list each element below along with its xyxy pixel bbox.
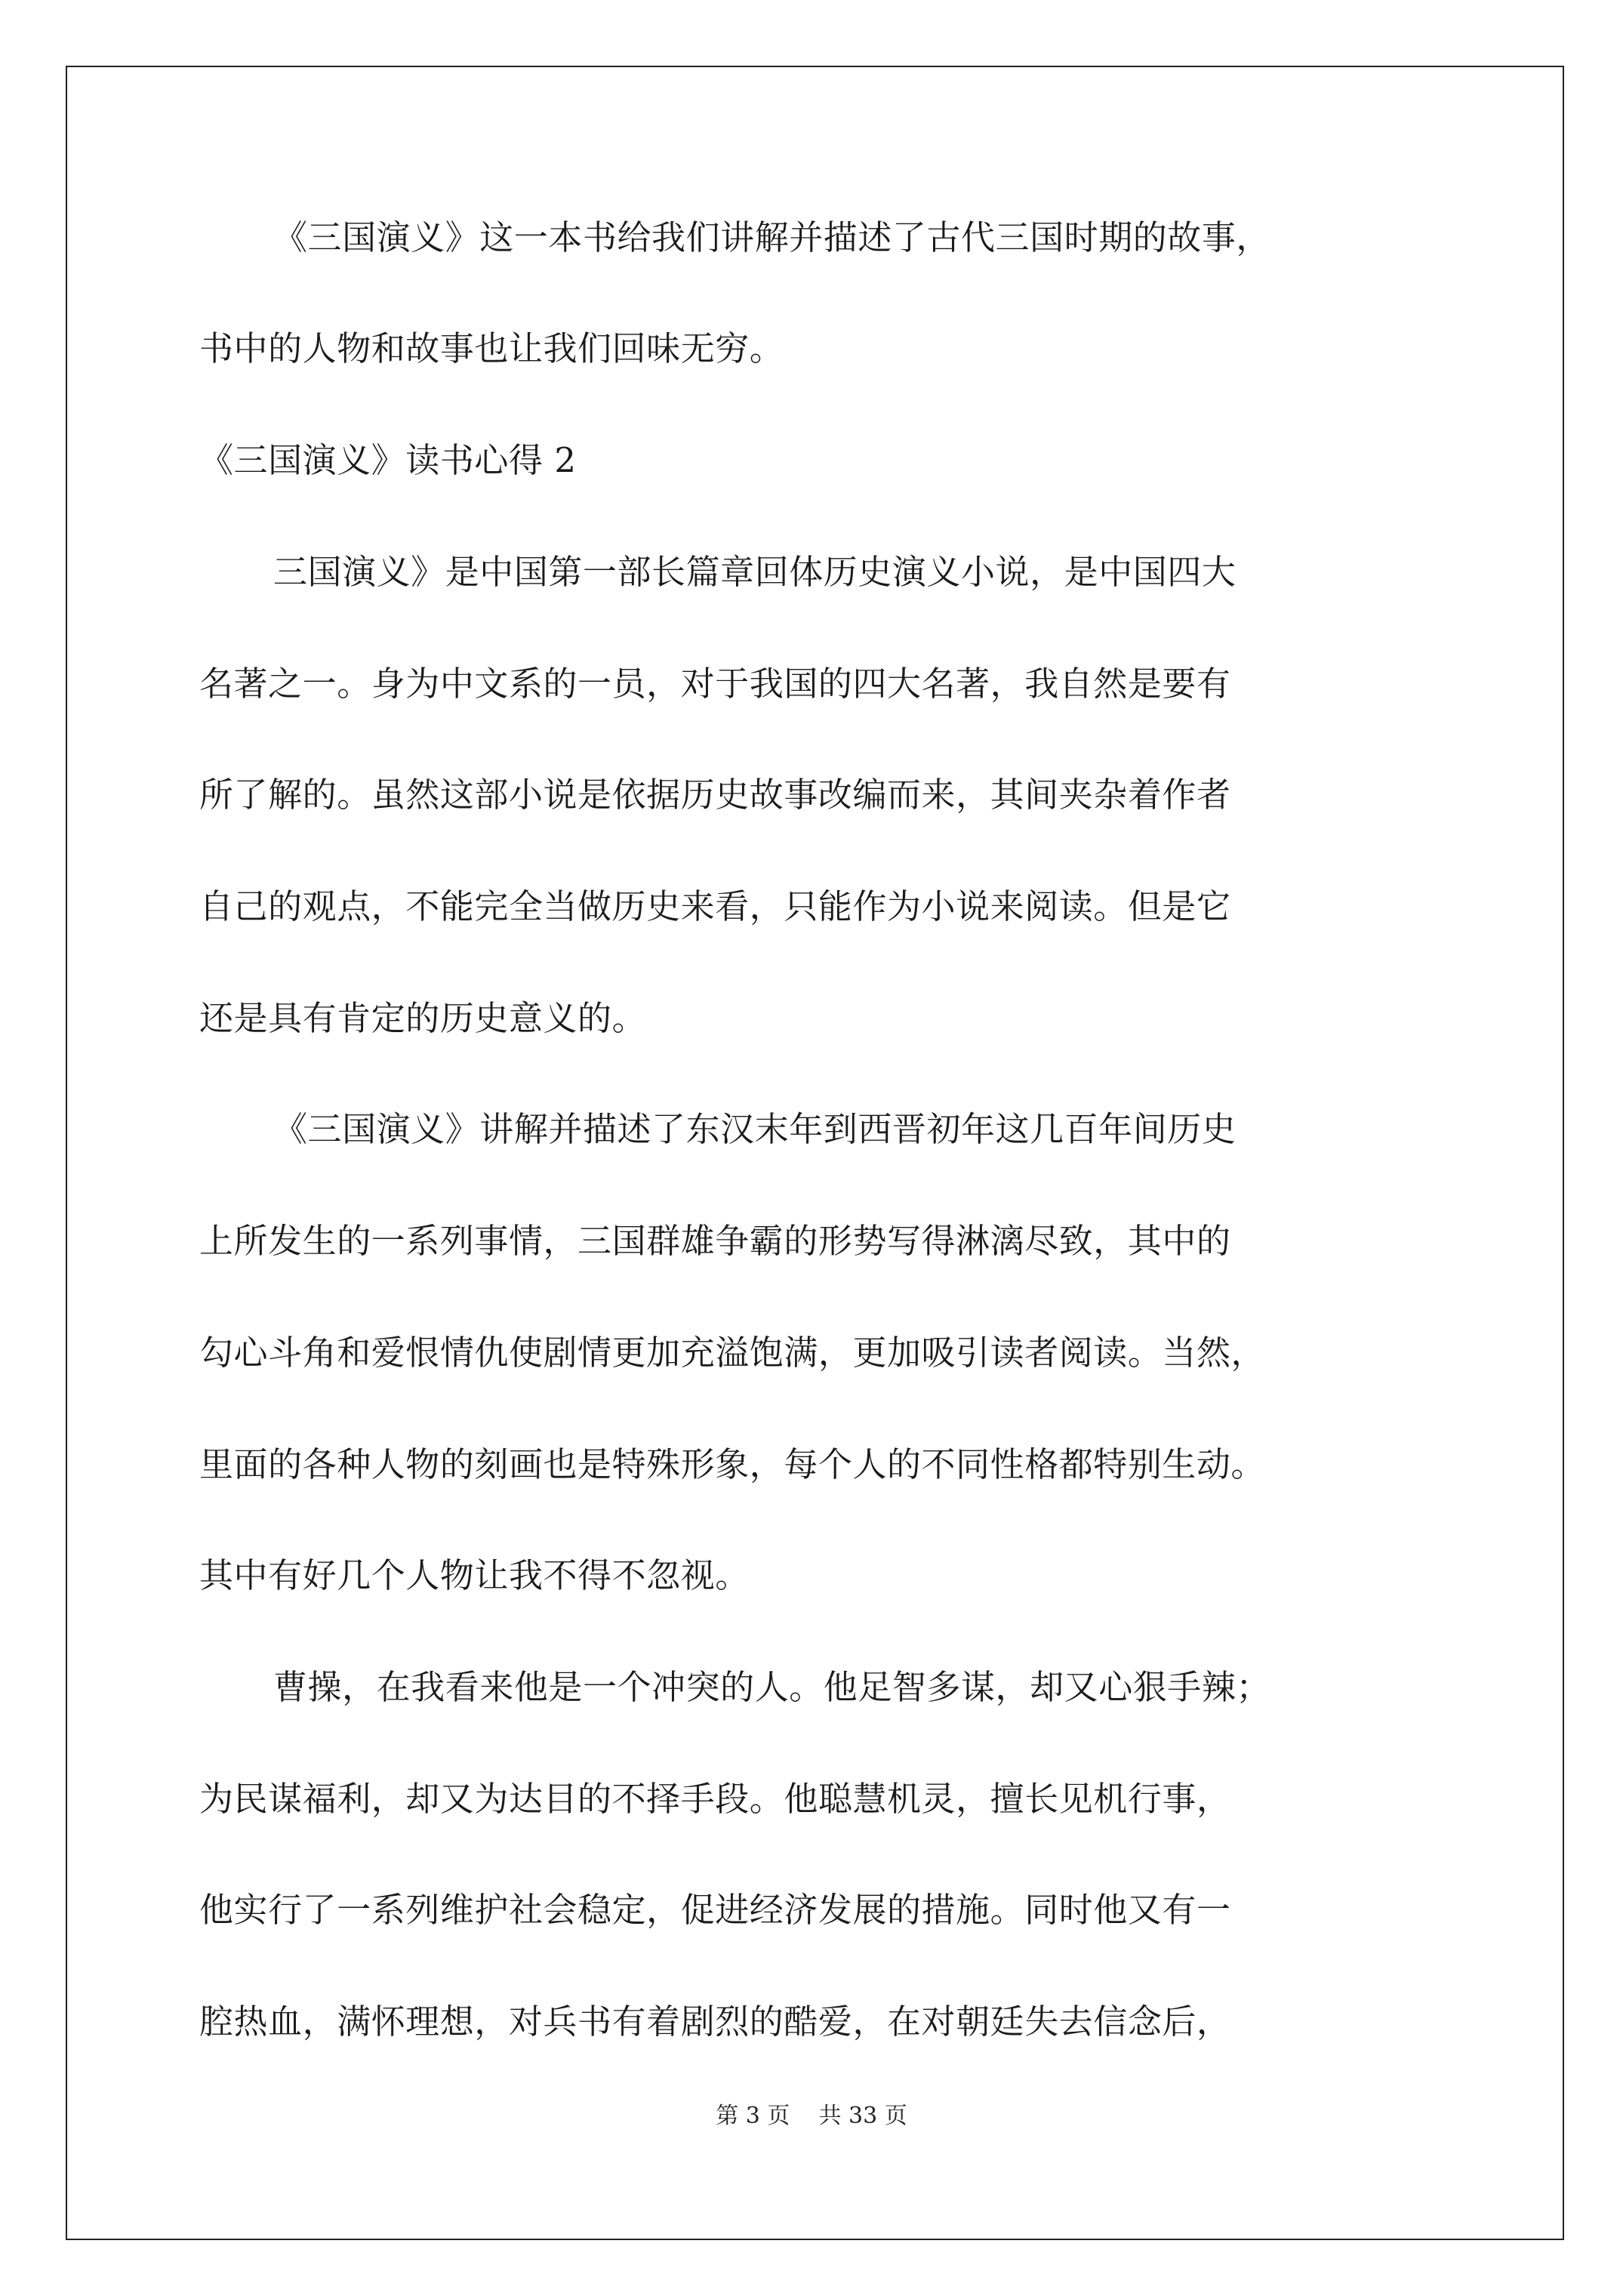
paragraph-3-line-2: 上所发生的一系列事情，三国群雄争霸的形势写得淋漓尽致，其中的: [199, 1221, 1231, 1261]
paragraph-2-line-4: 自己的观点，不能完全当做历史来看，只能作为小说来阅读。但是它: [199, 886, 1231, 926]
paragraph-2-line-1: 三国演义》是中国第一部长篇章回体历史演义小说，是中国四大: [273, 552, 1236, 592]
paragraph-1-line-1: 《三国演义》这一本书给我们讲解并描述了古代三国时期的故事，: [273, 217, 1270, 257]
paragraph-4-line-3: 他实行了一系列维护社会稳定，促进经济发展的措施。同时他又有一: [199, 1890, 1231, 1930]
paragraph-3-line-4: 里面的各种人物的刻画也是特殊形象，每个人的不同性格都特别生动。: [199, 1444, 1266, 1484]
paragraph-3-line-3: 勾心斗角和爱恨情仇使剧情更加充溢饱满，更加吸引读者阅读。当然，: [199, 1333, 1266, 1373]
page-number-footer: 第 3 页 共 33 页: [716, 2103, 907, 2129]
section-heading: 《三国演义》读书心得 2: [199, 440, 577, 480]
paragraph-2-line-5: 还是具有肯定的历史意义的。: [199, 998, 647, 1038]
paragraph-3-line-1: 《三国演义》讲解并描述了东汉末年到西晋初年这几百年间历史: [273, 1109, 1236, 1149]
paragraph-2-line-3: 所了解的。虽然这部小说是依据历史故事改编而来，其间夹杂着作者: [199, 775, 1231, 815]
paragraph-4-line-4: 腔热血，满怀理想，对兵书有着剧烈的酷爱，在对朝廷失去信念后，: [199, 2002, 1231, 2042]
paragraph-4-line-2: 为民谋福利，却又为达目的不择手段。他聪慧机灵，擅长见机行事，: [199, 1779, 1231, 1819]
paragraph-3-line-5: 其中有好几个人物让我不得不忽视。: [199, 1555, 750, 1595]
paragraph-4-line-1: 曹操，在我看来他是一个冲突的人。他足智多谋，却又心狠手辣；: [273, 1667, 1270, 1707]
paragraph-2-line-2: 名著之一。身为中文系的一员，对于我国的四大名著，我自然是要有: [199, 664, 1231, 704]
paragraph-1-line-2: 书中的人物和故事也让我们回味无穷。: [199, 328, 784, 368]
